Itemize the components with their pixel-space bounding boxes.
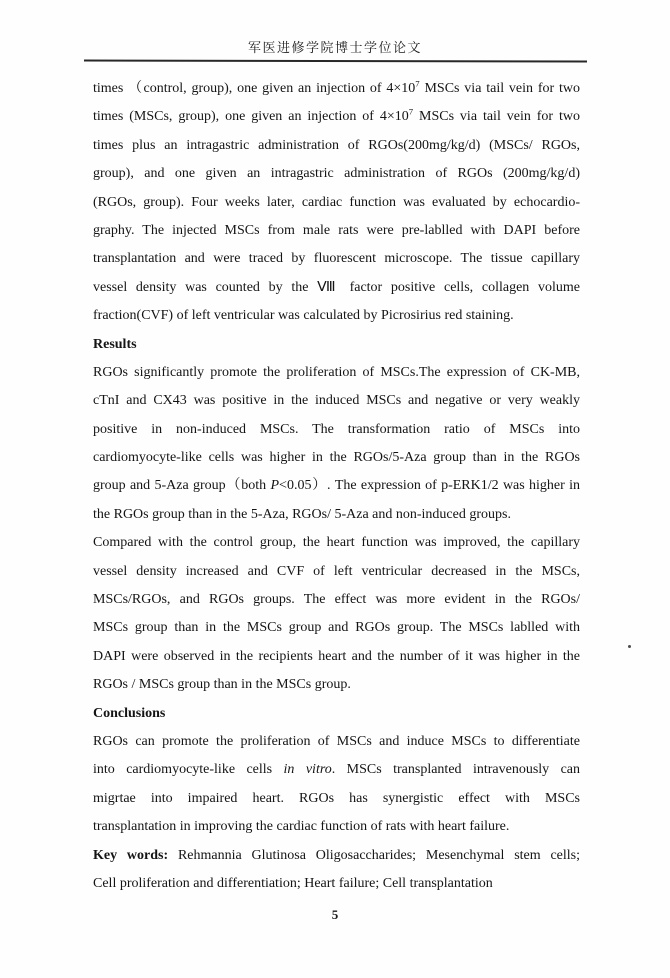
text-line xyxy=(93,331,580,359)
text-segment: . MSCs transplanted intravenously can xyxy=(331,762,581,778)
text-segment: Conclusions xyxy=(93,705,166,721)
text-line xyxy=(93,501,580,529)
text-segment: group), and one given an intragastric administration of RGOs (200mg/kg/d) xyxy=(93,166,580,182)
header-title: 军医进修学院博士学位论文 xyxy=(247,40,422,55)
text-segment: (RGOs, group). Four weeks later, cardiac function was evaluated by echocardio- xyxy=(93,194,580,210)
text-segment: DAPI were observed in the recipients heart and the number of it was higher in the xyxy=(93,648,580,664)
text-segment: P xyxy=(270,478,280,494)
text-segment: in vitro xyxy=(283,762,332,778)
text-line xyxy=(93,529,580,557)
text-line xyxy=(93,813,580,841)
superscript-text: 7 xyxy=(408,106,414,117)
abstract-body xyxy=(93,75,580,898)
text-line xyxy=(93,472,580,500)
text-line xyxy=(93,785,580,813)
text-segment: times （control, group), one given an injection of 4×10 xyxy=(93,81,416,96)
text-line xyxy=(93,586,580,614)
text-segment: times (MSCs, group), one given an injection of 4×10 xyxy=(93,109,409,125)
text-segment: cardiomyocyte-like cells was higher in the RGOs/5-Aza group than in the RGOs xyxy=(93,450,580,466)
superscript-text: 7 xyxy=(415,78,420,89)
text-line xyxy=(93,700,580,728)
text-segment: migrtae into impaired heart. RGOs has synergistic effect with MSCs xyxy=(93,790,580,806)
text-segment: cTnI and CX43 was positive in the induced MSCs and negative or very weakly xyxy=(93,393,580,409)
text-line xyxy=(93,444,580,472)
text-segment: MSCs via tail vein for two xyxy=(419,81,581,96)
text-line xyxy=(93,245,580,273)
scan-speck xyxy=(628,645,631,648)
text-line xyxy=(93,671,580,699)
text-segment: the RGOs group than in the 5-Aza, RGOs/ 5-Aza and non-induced groups. xyxy=(93,506,511,522)
header-rule xyxy=(84,59,587,62)
text-segment: MSCs via tail vein for two xyxy=(413,109,580,125)
text-segment: Cell proliferation and differentiation; Heart failure; Cell transplantation xyxy=(93,875,493,891)
text-segment: RGOs significantly promote the proliferation of MSCs.The expression of CK-MB, xyxy=(93,364,580,380)
text-segment: transplantation and were traced by fluorescent microscope. The tissue capillary xyxy=(93,251,580,267)
text-segment: graphy. The injected MSCs from male rats were pre-lablled with DAPI before xyxy=(93,222,580,238)
text-line xyxy=(93,359,580,387)
text-segment: Rehmannia Glutinosa Oligosaccharides; Mesenchymal stem cells; xyxy=(177,847,581,863)
text-segment: <0.05）. The expression of p-ERK1/2 was higher in xyxy=(279,478,580,494)
text-line xyxy=(93,756,580,784)
text-line xyxy=(93,614,580,642)
text-line xyxy=(93,75,580,103)
text-segment: RGOs can promote the proliferation of MSCs and induce MSCs to differentiate xyxy=(93,733,580,749)
text-line xyxy=(93,160,580,188)
text-segment: vessel density was counted by the Ⅷ factor positive cells, collagen volume xyxy=(93,279,580,295)
text-segment: vessel density increased and CVF of left ventricular decreased in the MSCs, xyxy=(93,563,580,579)
text-line xyxy=(93,189,580,217)
text-segment: times plus an intragastric administration of RGOs(200mg/kg/d) (MSCs/ RGOs, xyxy=(93,137,580,153)
text-line xyxy=(93,643,580,671)
text-segment: Results xyxy=(93,336,137,352)
text-line xyxy=(93,274,580,302)
text-line xyxy=(93,728,580,756)
text-segment: MSCs group than in the MSCs group and RGOs group. The MSCs lablled with xyxy=(93,620,580,636)
text-segment: MSCs/RGOs, and RGOs groups. The effect was more evident in the RGOs/ xyxy=(93,592,580,608)
text-line xyxy=(93,842,580,870)
text-line xyxy=(93,302,580,330)
text-line xyxy=(93,132,580,160)
text-line xyxy=(93,870,580,898)
text-line xyxy=(93,217,580,245)
page-header xyxy=(0,37,670,57)
text-segment: positive in non-induced MSCs. The transformation ratio of MSCs into xyxy=(93,421,580,437)
text-segment: Key words: xyxy=(93,847,178,863)
text-segment: RGOs / MSCs group than in the MSCs group. xyxy=(93,677,351,693)
text-line xyxy=(93,416,580,444)
text-line xyxy=(93,103,580,131)
page-number: 5 xyxy=(331,907,339,922)
text-segment: fraction(CVF) of left ventricular was calculated by Picrosirius red staining. xyxy=(93,308,514,324)
text-segment: into cardiomyocyte-like cells xyxy=(93,762,284,778)
text-segment: transplantation in improving the cardiac function of rats with heart failure. xyxy=(93,819,510,835)
text-line xyxy=(93,387,580,415)
text-line xyxy=(93,558,580,586)
text-segment: group and 5-Aza group（both xyxy=(93,478,271,494)
text-segment: Compared with the control group, the heart function was improved, the capillary xyxy=(93,535,580,551)
